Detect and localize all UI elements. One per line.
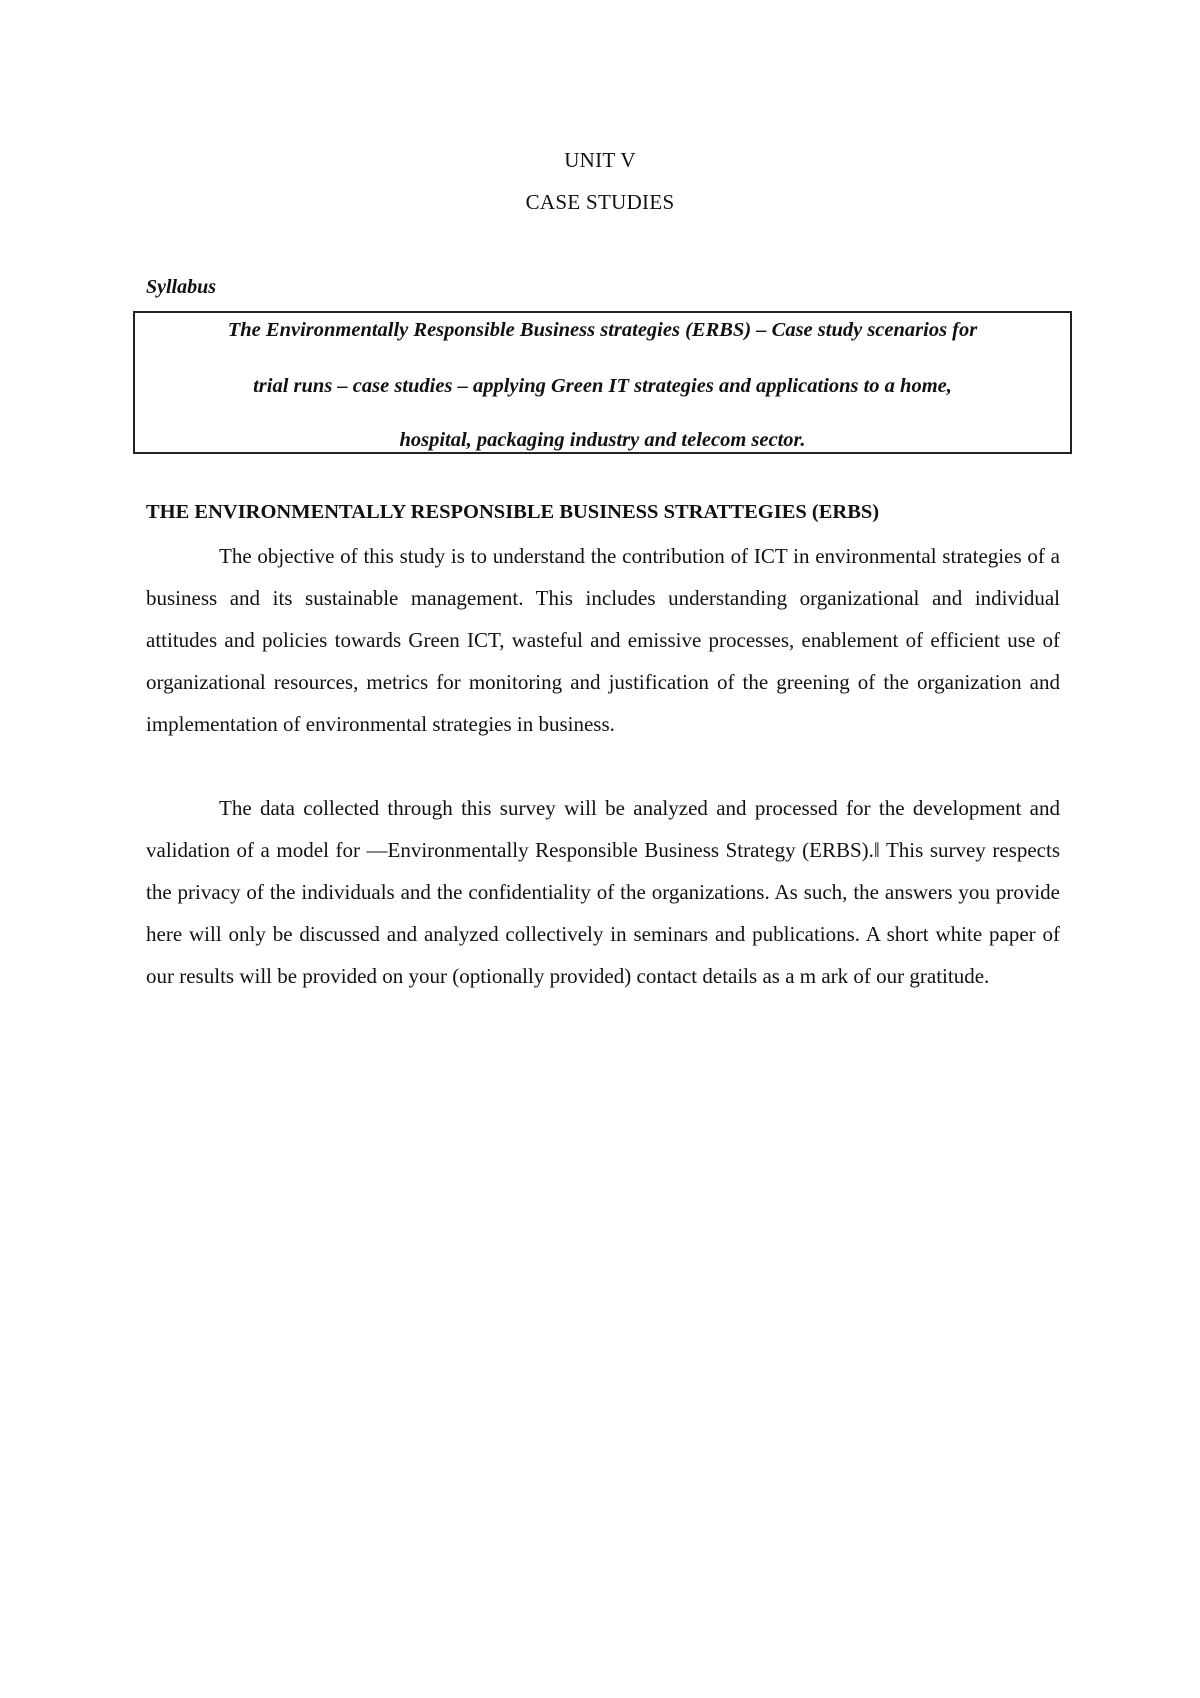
unit-title: UNIT V: [564, 148, 636, 172]
syllabus-line: The Environmentally Responsible Business strategies (ERBS) – Case study scenarios for: [227, 319, 978, 341]
section-heading: THE ENVIRONMENTALLY RESPONSIBLE BUSINESS STRATTEGIES (ERBS): [146, 501, 880, 523]
body-paragraph: The data collected through this survey will be analyzed and processed for the development and validation of a model for ―Environmentally Responsible Business Strategy (ERBS).‖ This survey respects the privacy of the individuals and the confidentiality of the organizations. As such, the answers you provide here will only be discussed and analyzed collectively in seminars and publications. A short white paper of our results will be provided on your (optionally provided) contact details as a m ark of our gratitude.: [146, 796, 1060, 988]
case-studies-title: CASE STUDIES: [525, 190, 675, 214]
syllabus-label: Syllabus: [146, 276, 217, 298]
body-paragraph: The objective of this study is to understand the contribution of ICT in environmental strategies of a business and its sustainable management. This includes understanding organizational and individual attitudes and policies towards Green ICT, wasteful and emissive processes, enablement of efficient use of organizational resources, metrics for monitoring and justification of the greening of the organization and implementation of environmental strategies in business.: [146, 544, 1060, 736]
syllabus-box: [133, 311, 1072, 454]
syllabus-line: trial runs – case studies – applying Green IT strategies and applications to a home,: [253, 375, 952, 397]
syllabus-line: hospital, packaging industry and telecom sector.: [399, 429, 806, 451]
